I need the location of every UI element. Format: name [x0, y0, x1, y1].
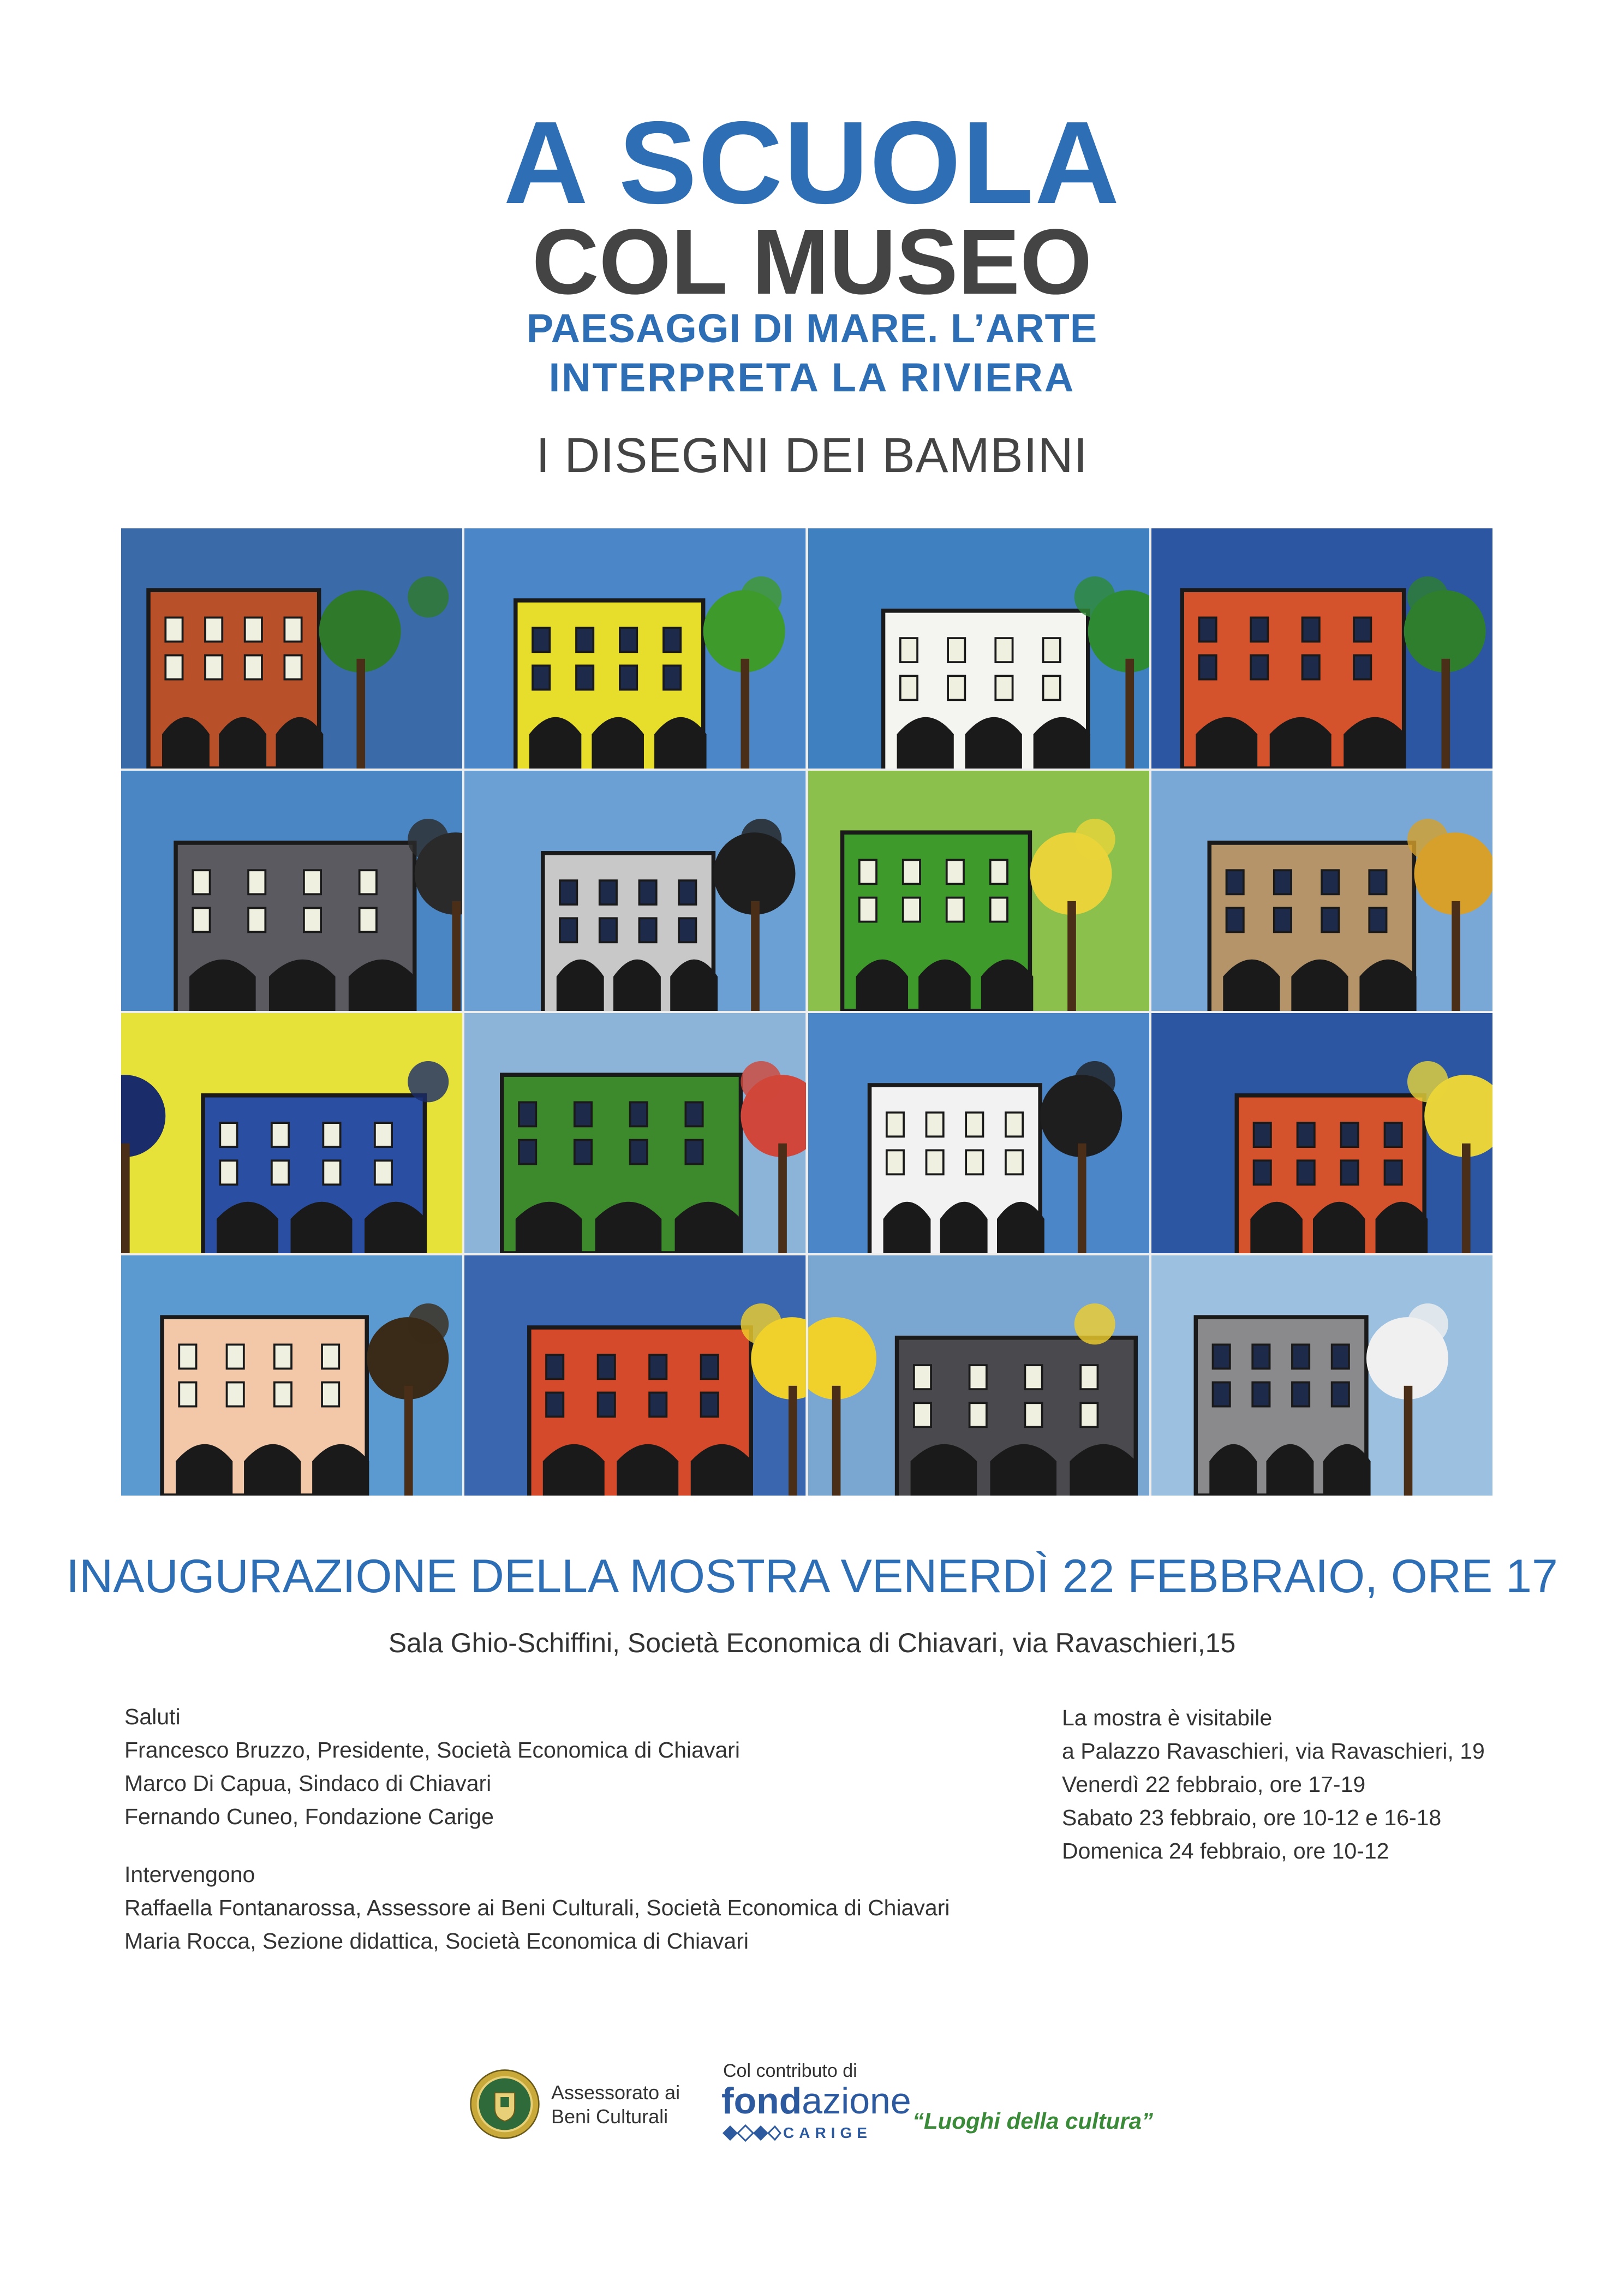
- drawing-tile: [808, 1013, 1149, 1253]
- fondazione-logo-bold: fond: [721, 2080, 802, 2122]
- drawing-tile: [808, 1255, 1149, 1496]
- intervengono-block: [124, 1858, 950, 1958]
- subtitle-line-2: INTERPRETA LA RIVIERA: [548, 355, 1076, 400]
- drawing-tile: [1151, 771, 1492, 1011]
- drawing-tile: [808, 771, 1149, 1011]
- drawing-tile: [464, 1255, 805, 1496]
- carige-diamonds-icon: [721, 2123, 781, 2143]
- title-line-2: COL MUSEO: [532, 210, 1092, 314]
- saluti-block: [124, 1700, 740, 1833]
- saluti-line: Francesco Bruzzo, Presidente, Società Economica di Chiavari: [124, 1737, 741, 1762]
- visitabile-line: a Palazzo Ravaschieri, via Ravaschieri, 19: [1062, 1738, 1485, 1764]
- drawing-tile: [121, 771, 462, 1011]
- saluti-line: Fernando Cuneo, Fondazione Carige: [124, 1804, 494, 1829]
- drawing-tile: [464, 528, 805, 769]
- drawing-tile: [808, 528, 1149, 769]
- luoghi-cultura-label: “Luoghi della cultura”: [912, 2108, 1154, 2134]
- fondazione-logo-rest: azione: [802, 2080, 911, 2122]
- assessorato-line: Assessorato ai: [551, 2081, 680, 2104]
- drawing-tile: [1151, 1013, 1492, 1253]
- assessorato-line: Beni Culturali: [551, 2105, 668, 2128]
- visitabile-heading: La mostra è visitabile: [1062, 1705, 1273, 1730]
- subtitle-line-1: PAESAGGI DI MARE. L’ARTE: [526, 306, 1098, 351]
- visitabile-block: [1062, 1701, 1485, 1868]
- assessorato-label: [551, 2081, 680, 2129]
- intervengono-line: Maria Rocca, Sezione didattica, Società Economica di Chiavari: [124, 1928, 749, 1954]
- drawings-gallery: [121, 528, 1492, 1496]
- visitabile-line: Domenica 24 febbraio, ore 10-12: [1062, 1838, 1389, 1863]
- tagline: I DISEGNI DEI BAMBINI: [536, 428, 1088, 483]
- fondazione-logo: [721, 2080, 911, 2122]
- drawing-tile: [464, 1013, 805, 1253]
- intervengono-heading: Intervengono: [124, 1862, 255, 1887]
- municipal-seal-icon: [469, 2069, 540, 2140]
- carige-wordmark: CARIGE: [783, 2124, 872, 2141]
- drawing-tile: [1151, 528, 1492, 769]
- inauguration-text: INAUGURAZIONE DELLA MOSTRA VENERDÌ 22 FEBBRAIO, ORE 17: [66, 1550, 1558, 1603]
- saluti-heading: Saluti: [124, 1704, 181, 1729]
- drawing-tile: [121, 528, 462, 769]
- drawing-tile: [1151, 1255, 1492, 1496]
- intervengono-line: Raffaella Fontanarossa, Assessore ai Beni Culturali, Società Economica di Chiavari: [124, 1895, 950, 1920]
- contribution-label: Col contributo di: [723, 2060, 857, 2081]
- drawing-tile: [121, 1013, 462, 1253]
- venue-text: Sala Ghio-Schiffini, Società Economica di Chiavari, via Ravaschieri,15: [388, 1628, 1236, 1658]
- visitabile-line: Venerdì 22 febbraio, ore 17-19: [1062, 1772, 1366, 1797]
- title-line-1: A SCUOLA: [503, 97, 1121, 228]
- saluti-line: Marco Di Capua, Sindaco di Chiavari: [124, 1771, 492, 1796]
- drawing-tile: [121, 1255, 462, 1496]
- visitabile-line: Sabato 23 febbraio, ore 10-12 e 16-18: [1062, 1805, 1442, 1830]
- drawing-tile: [464, 771, 805, 1011]
